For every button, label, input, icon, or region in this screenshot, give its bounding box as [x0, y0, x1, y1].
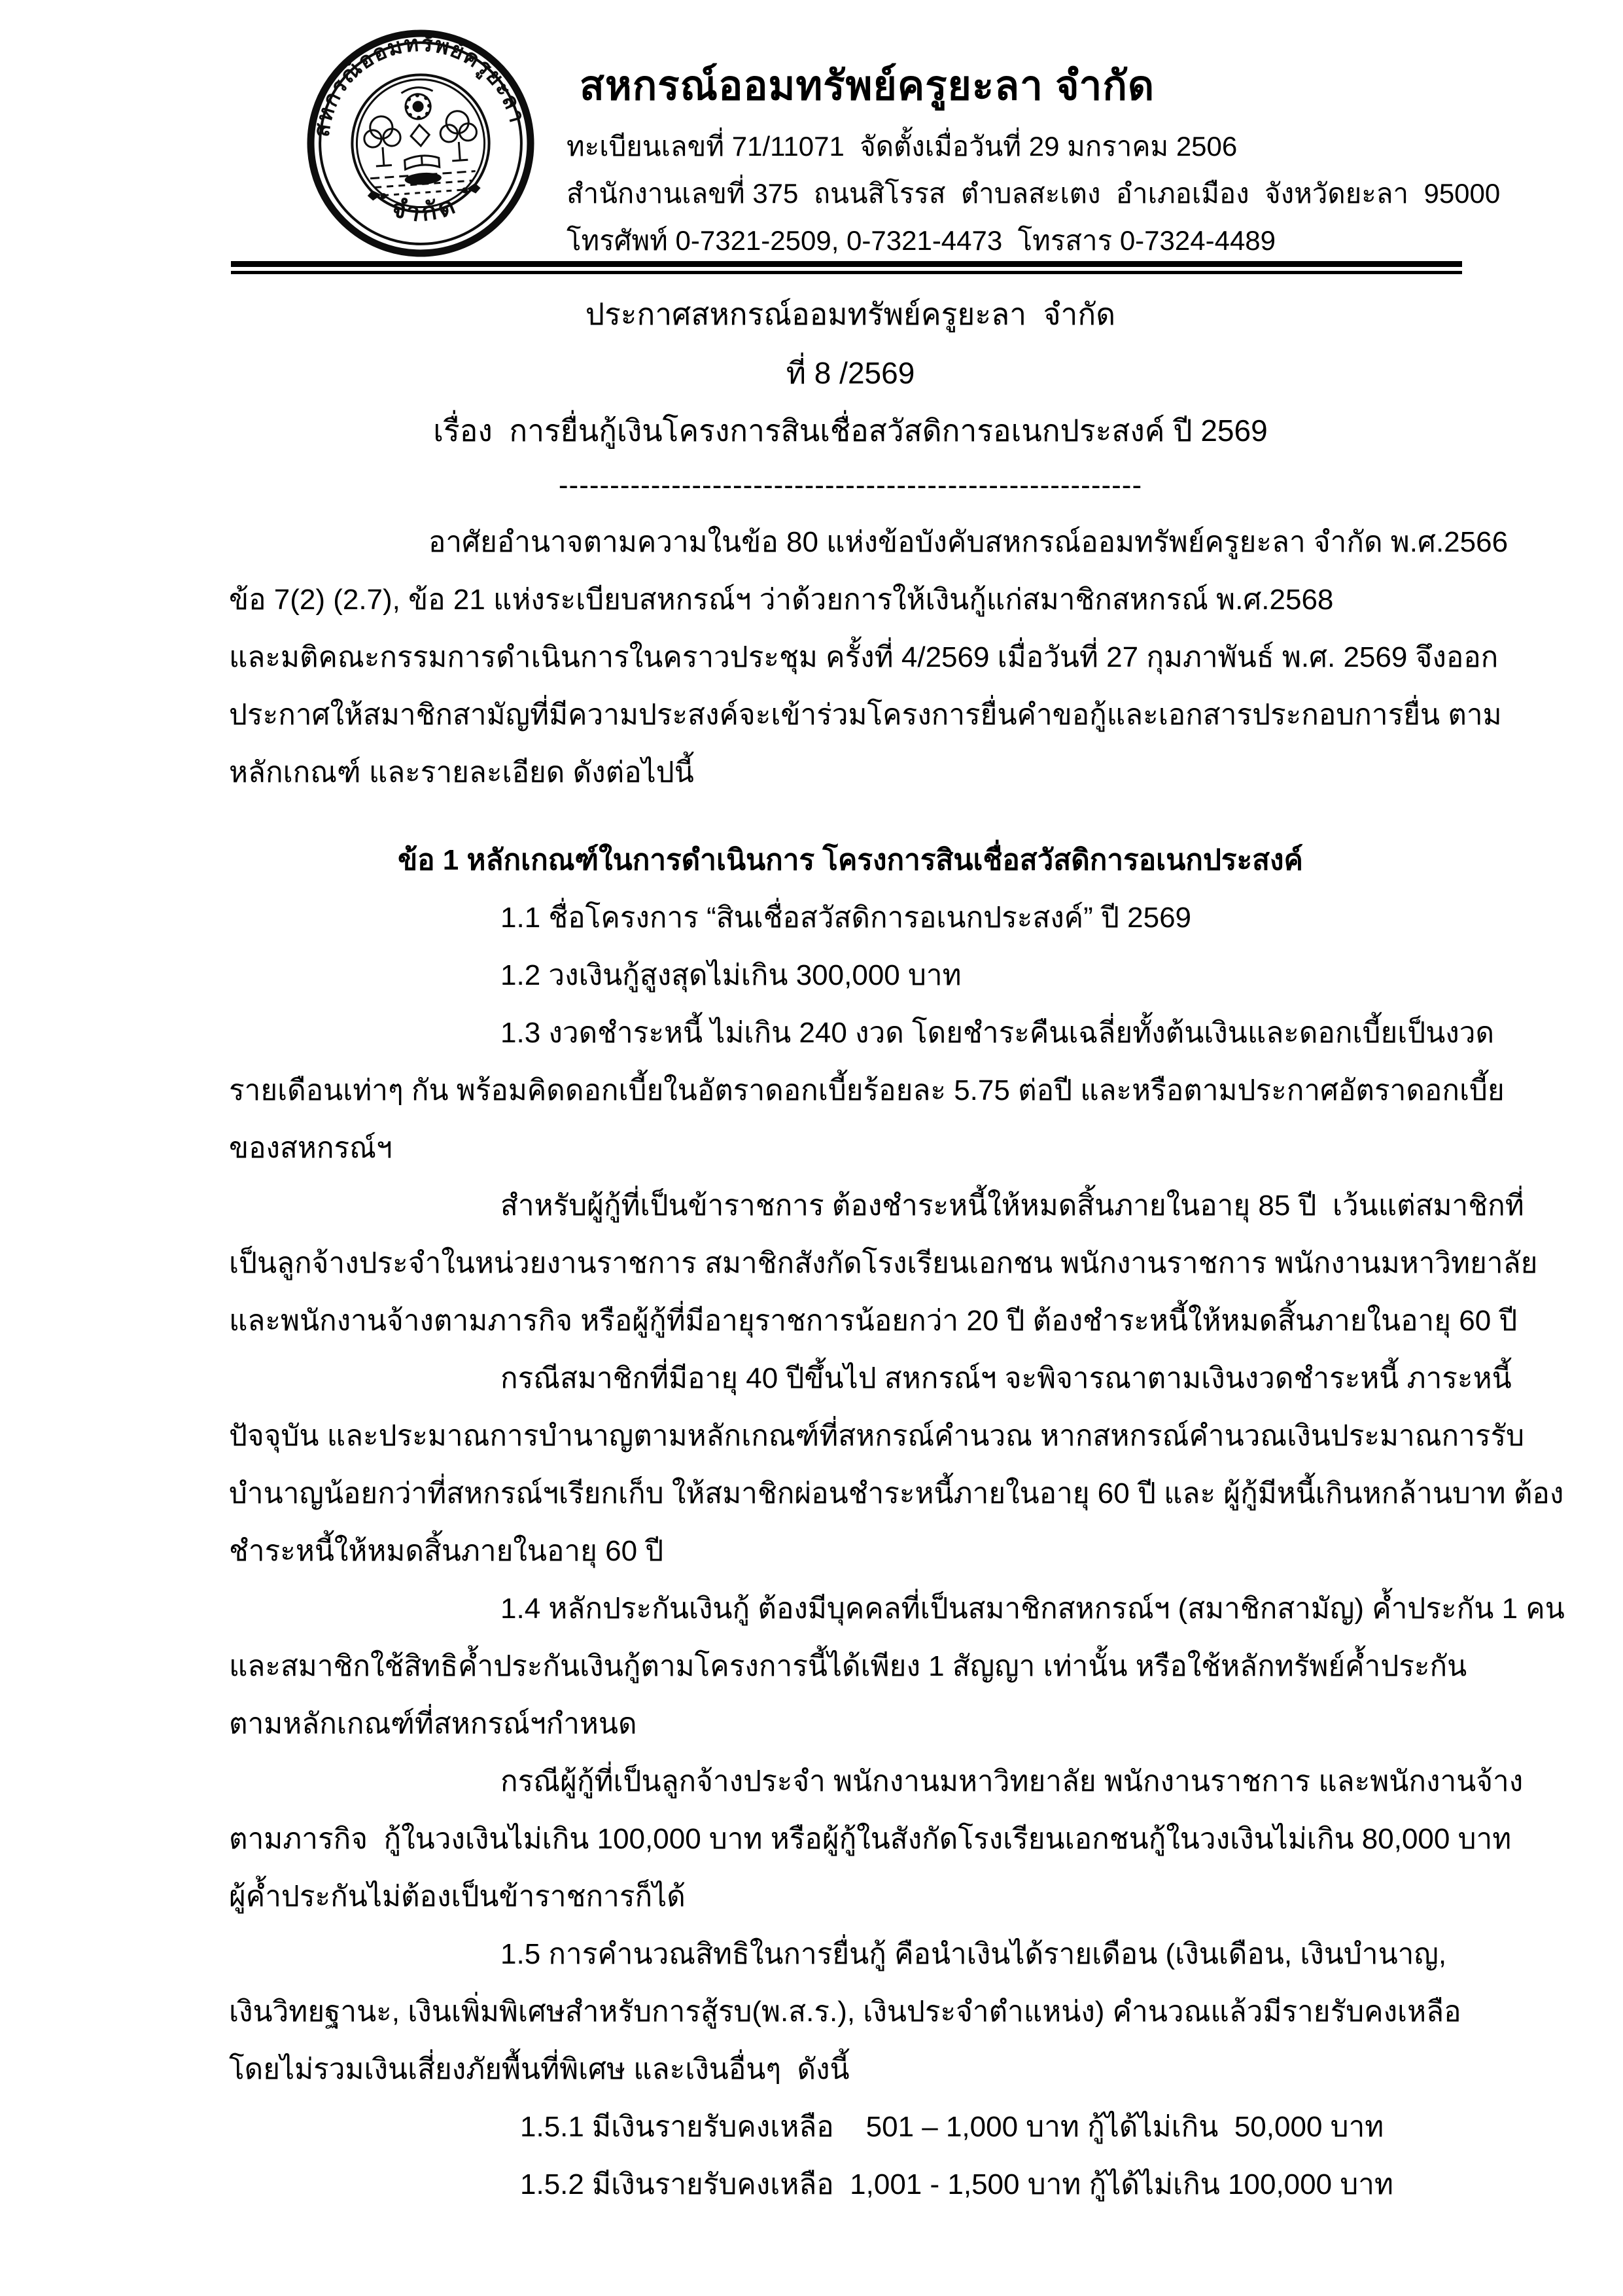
cooperative-seal	[298, 21, 543, 266]
body-line: ชำระหนี้ให้หมดสิ้นภายในอายุ 60 ปี	[229, 1535, 664, 1567]
address-line: สำนักงานเลขที่ 375 ถนนสิโรรส ตำบลสะเตง อำเภอเมือง จังหวัดยะลา 95000	[567, 178, 1501, 209]
body-line: 1.2 วงเงินกู้สูงสุดไม่เกิน 300,000 บาท	[500, 959, 962, 991]
seal-bottom-text: จำกัด	[389, 189, 463, 228]
body-line: และพนักงานจ้างตามภารกิจ หรือผู้กู้ที่มีอายุราชการน้อยกว่า 20 ปี ต้องชำระหนี้ให้หมดสิ้นภายในอายุ 60 ปี	[229, 1305, 1518, 1337]
seal-flourish-left	[368, 190, 385, 200]
seal-top-text: สหกรณ์ออมทรัพย์ครูยะลา	[309, 31, 530, 139]
body-line: ตามภารกิจ กู้ในวงเงินไม่เกิน 100,000 บาท หรือผู้กู้ในสังกัดโรงเรียนเอกชนกู้ในวงเงินไม่เกิน 80,000 บาท	[229, 1823, 1512, 1855]
body-line: สำหรับผู้กู้ที่เป็นข้าราชการ ต้องชำระหนี้ให้หมดสิ้นภายในอายุ 85 ปี เว้นแต่สมาชิกที่	[500, 1190, 1524, 1222]
announcement-number: ที่ 8 /2569	[786, 356, 915, 390]
body-line: 1.5.2 มีเงินรายรับคงเหลือ 1,001 - 1,500 บาท กู้ได้ไม่เกิน 100,000 บาท	[520, 2168, 1393, 2200]
seal-graphic	[298, 21, 543, 266]
body-line: ข้อ 7(2) (2.7), ข้อ 21 แห่งระเบียบสหกรณ์ฯ ว่าด้วยการให้เงินกู้แก่สมาชิกสหกรณ์ พ.ศ.2568	[229, 584, 1334, 616]
seal-emblem	[361, 84, 481, 197]
body-line: โดยไม่รวมเงินเสี่ยงภัยพื้นที่พิเศษ และเงินอื่นๆ ดังนี้	[229, 2053, 850, 2085]
announcement-subject: เรื่อง การยื่นกู้เงินโครงการสินเชื่อสวัสดิการอเนกประสงค์ ปี 2569	[433, 414, 1268, 448]
header-rule-thin	[231, 271, 1462, 274]
body-line: 1.1 ชื่อโครงการ “สินเชื่อสวัสดิการอเนกประสงค์” ปี 2569	[500, 902, 1192, 934]
body-line: กรณีสมาชิกที่มีอายุ 40 ปีขึ้นไป สหกรณ์ฯ จะพิจารณาตามเงินงวดชำระหนี้ ภาระหนี้	[500, 1362, 1512, 1394]
section-1-heading: ข้อ 1 หลักเกณฑ์ในการดำเนินการ โครงการสินเชื่อสวัสดิการอเนกประสงค์	[398, 844, 1303, 876]
body-line: ปัจจุบัน และประมาณการบำนาญตามหลักเกณฑ์ที่สหกรณ์คำนวณ หากสหกรณ์คำนวณเงินประมาณการรับ	[229, 1420, 1525, 1452]
body-line: อาศัยอำนาจตามความในข้อ 80 แห่งข้อบังคับสหกรณ์ออมทรัพย์ครูยะลา จำกัด พ.ศ.2566	[428, 526, 1509, 558]
header-rule-thick	[231, 261, 1462, 267]
body-line: บำนาญน้อยกว่าที่สหกรณ์ฯเรียกเก็บ ให้สมาชิกผ่อนชำระหนี้ภายในอายุ 60 ปี และ ผู้กู้มีหนี้เกินหกล้านบาท ต้อง	[229, 1477, 1564, 1510]
body-line: รายเดือนเท่าๆ กัน พร้อมคิดดอกเบี้ยในอัตราดอกเบี้ยร้อยละ 5.75 ต่อปี และหรือตามประกาศอัตราดอกเบี้ย	[229, 1074, 1505, 1106]
body-line: 1.5.1 มีเงินรายรับคงเหลือ 501 – 1,000 บาท กู้ได้ไม่เกิน 50,000 บาท	[520, 2111, 1384, 2143]
body-line: และสมาชิกใช้สิทธิค้ำประกันเงินกู้ตามโครงการนี้ได้เพียง 1 สัญญา เท่านั้น หรือใช้หลักทรัพย์ค้ำประกัน	[229, 1650, 1467, 1682]
body-line: เงินวิทยฐานะ, เงินเพิ่มพิเศษสำหรับการสู้รบ(พ.ส.ร.), เงินประจำตำแหน่ง) คำนวณแล้วมีรายรับคงเหลือ	[229, 1996, 1461, 2028]
body-line: 1.3 งวดชำระหนี้ ไม่เกิน 240 งวด โดยชำระคืนเฉลี่ยทั้งต้นเงินและดอกเบี้ยเป็นงวด	[500, 1017, 1495, 1049]
body-line: กรณีผู้กู้ที่เป็นลูกจ้างประจำ พนักงานมหาวิทยาลัย พนักงานราชการ และพนักงานจ้าง	[500, 1765, 1524, 1797]
body-line: เป็นลูกจ้างประจำในหน่วยงานราชการ สมาชิกสังกัดโรงเรียนเอกชน พนักงานราชการ พนักงานมหาวิทยาลัย	[229, 1247, 1538, 1279]
body-line: ของสหกรณ์ฯ	[229, 1132, 393, 1164]
svg-text:สหกรณ์ออมทรัพย์ครูยะลา	[303, 24, 530, 140]
body-line: 1.5 การคำนวณสิทธิในการยื่นกู้ คือนำเงินได้รายเดือน (เงินเดือน, เงินบำนาญ,	[500, 1938, 1447, 1970]
body-line: หลักเกณฑ์ และรายละเอียด ดังต่อไปนี้	[229, 756, 694, 788]
registration-line: ทะเบียนเลขที่ 71/11071 จัดตั้งเมื่อวันที่ 29 มกราคม 2506	[567, 131, 1238, 162]
announcement-title: ประกาศสหกรณ์ออมทรัพย์ครูยะลา จำกัด	[585, 297, 1116, 331]
body-line: ตามหลักเกณฑ์ที่สหกรณ์ฯกำหนด	[229, 1708, 637, 1740]
body-line: และมติคณะกรรมการดำเนินการในคราวประชุม ครั้งที่ 4/2569 เมื่อวันที่ 27 กุมภาพันธ์ พ.ศ. 2569 จึงออก	[229, 641, 1499, 673]
announcement-body	[229, 514, 1565, 2214]
body-line: 1.4 หลักประกันเงินกู้ ต้องมีบุคคลที่เป็นสมาชิกสหกรณ์ฯ (สมาชิกสามัญ) ค้ำประกัน 1 คน	[500, 1593, 1565, 1625]
seal-flourish-right	[462, 184, 480, 193]
body-line: ผู้ค้ำประกันไม่ต้องเป็นข้าราชการก็ได้	[229, 1881, 686, 1913]
org-name: สหกรณ์ออมทรัพย์ครูยะลา จำกัด	[580, 63, 1155, 109]
announcement-divider: ---------------------------------------------------------	[558, 469, 1143, 501]
phone-line: โทรศัพท์ 0-7321-2509, 0-7321-4473 โทรสาร 0-7324-4489	[567, 225, 1276, 256]
body-line: ประกาศให้สมาชิกสามัญที่มีความประสงค์จะเข้าร่วมโครงการยื่นคำขอกู้และเอกสารประกอบการยื่น ตาม	[229, 699, 1502, 731]
